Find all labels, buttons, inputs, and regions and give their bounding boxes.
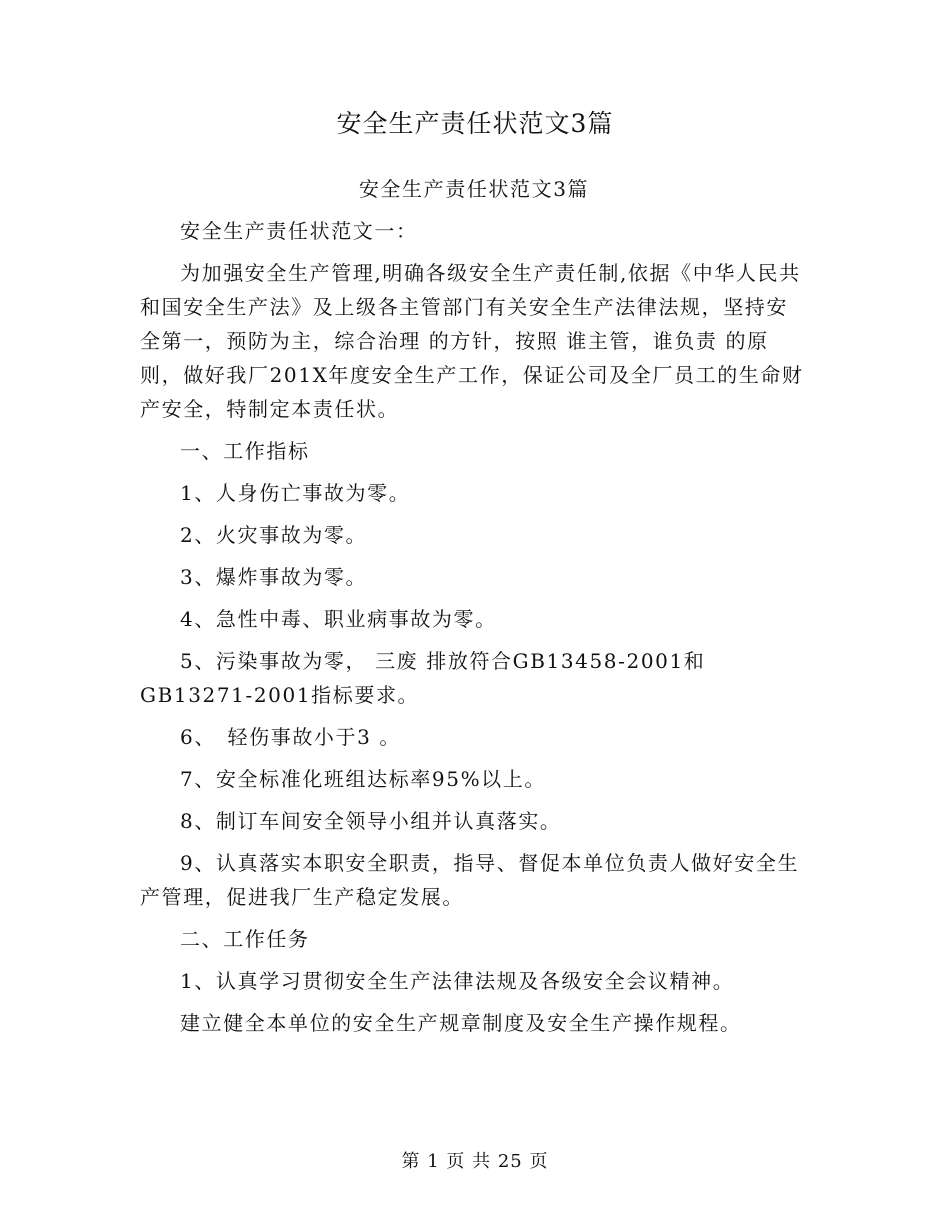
section-heading-work-tasks: 二、工作任务: [180, 927, 310, 951]
section-heading-work-targets: 一、工作指标: [180, 439, 310, 463]
document-body: [140, 172, 808, 1048]
document-title: 安全生产责任状范文3篇: [336, 109, 614, 138]
target-item: 2、火灾事故为零。: [180, 523, 368, 547]
target-item: 9、认真落实本职安全职责，指导、督促本单位负责人做好安全生产管理，促进我厂生产稳定发展。: [140, 851, 800, 909]
target-item: 1、人身伤亡事故为零。: [180, 481, 411, 505]
page-number-footer: 第 1 页 共 25 页: [401, 1151, 549, 1172]
target-item: 7、安全标准化班组达标率95%以上。: [180, 767, 546, 791]
target-item: 5、污染事故为零， 三废 排放符合GB13458-2001和GB13271-2001指标要求。: [140, 649, 706, 707]
task-item: 1、认真学习贯彻安全生产法律法规及各级安全会议精神。: [180, 969, 735, 993]
target-item: 8、制订车间安全领导小组并认真落实。: [180, 809, 562, 833]
target-item: 6、 轻伤事故小于3 。: [180, 725, 402, 749]
target-item: 3、爆炸事故为零。: [180, 565, 368, 589]
intro-paragraph: 为加强安全生产管理,明确各级安全生产责任制,依据《中华人民共和国安全生产法》及上级各主管部门有关安全生产法律法规，坚持安全第一，预防为主，综合治理 的方针，按照 谁主管，谁负责 的原则，做好我厂201X年度安全生产工作，保证公司及全厂员工的生命财产安全，特制定本责任状。: [140, 261, 804, 421]
section-heading-letter-one: 安全生产责任状范文一：: [180, 219, 418, 243]
task-paragraph: 建立健全本单位的安全生产规章制度及安全生产操作规程。: [180, 1011, 742, 1035]
target-item: 4、急性中毒、职业病事故为零。: [180, 607, 497, 631]
document-subtitle: 安全生产责任状范文3篇: [358, 177, 590, 201]
